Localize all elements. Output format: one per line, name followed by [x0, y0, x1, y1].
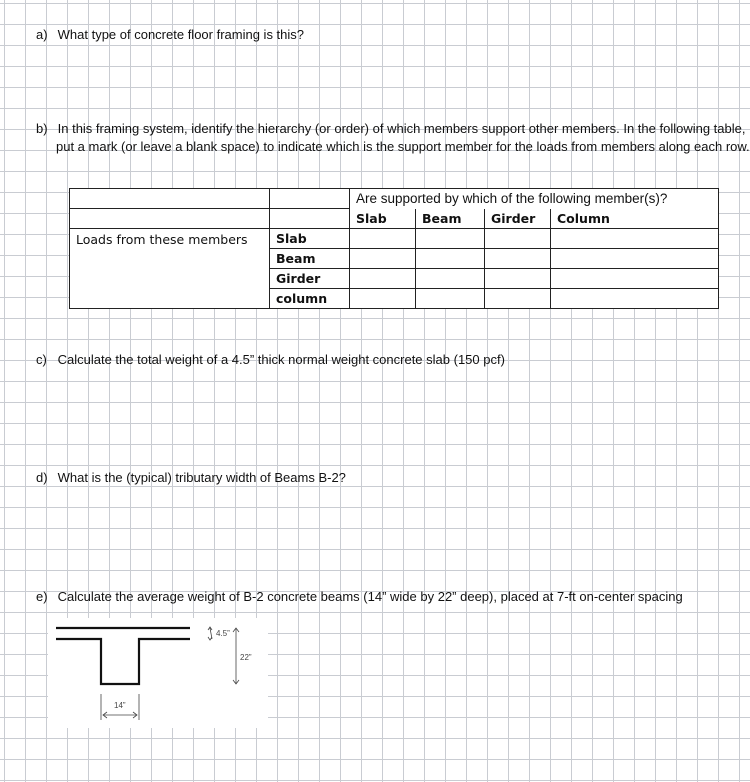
question-c: [36, 351, 505, 369]
mark-cell[interactable]: [485, 229, 551, 249]
mark-cell[interactable]: [350, 249, 416, 269]
mark-cell[interactable]: [485, 289, 551, 309]
column-header-slab: Slab: [350, 209, 416, 229]
question-e-text: Calculate the average weight of B-2 concrete beams (14” wide by 22” deep), placed at 7-ft on-center spacing: [57, 589, 683, 604]
question-d-text: What is the (typical) tributary width of Beams B-2?: [57, 470, 346, 485]
row-label-slab: Slab: [270, 229, 350, 249]
question-a: [36, 26, 304, 44]
mark-cell[interactable]: [350, 289, 416, 309]
question-b-line1: In this framing system, identify the hierarchy (or order) of which members support other members. In the following table,: [57, 121, 746, 136]
question-a-text: What type of concrete floor framing is this?: [57, 27, 305, 42]
question-c-text: Calculate the total weight of a 4.5” thick normal weight concrete slab (150 pcf): [57, 352, 505, 367]
mark-cell[interactable]: [416, 249, 485, 269]
question-d: [36, 469, 346, 487]
row-label-beam: Beam: [270, 249, 350, 269]
mark-cell[interactable]: [551, 269, 719, 289]
table-corner-cell: [270, 189, 350, 209]
support-hierarchy-table: [69, 188, 719, 309]
question-e: [36, 588, 683, 606]
mark-cell[interactable]: [350, 229, 416, 249]
width-label: 14”: [114, 701, 126, 710]
mark-cell[interactable]: [416, 269, 485, 289]
table-corner-cell: [70, 189, 270, 209]
question-d-label: d): [36, 470, 48, 485]
column-header-girder: Girder: [485, 209, 551, 229]
slab-thickness-label: 4.5”: [216, 629, 230, 638]
table-header: Are supported by which of the following member(s)?: [350, 189, 719, 209]
question-c-label: c): [36, 352, 47, 367]
question-b-label: b): [36, 121, 48, 136]
mark-cell[interactable]: [416, 229, 485, 249]
mark-cell[interactable]: [485, 249, 551, 269]
question-b-line2: put a mark (or leave a blank space) to indicate which is the support member for the loads from members along each row.: [56, 139, 750, 154]
mark-cell[interactable]: [416, 289, 485, 309]
table-corner-cell: [270, 209, 350, 229]
mark-cell[interactable]: [350, 269, 416, 289]
depth-label: 22”: [240, 653, 252, 662]
question-a-label: a): [36, 27, 48, 42]
row-label-column: column: [270, 289, 350, 309]
question-e-label: e): [36, 589, 48, 604]
mark-cell[interactable]: [485, 269, 551, 289]
mark-cell[interactable]: [551, 229, 719, 249]
column-header-beam: Beam: [416, 209, 485, 229]
row-group-label: Loads from these members: [70, 229, 270, 309]
question-b: [36, 120, 750, 156]
mark-cell[interactable]: [551, 289, 719, 309]
row-label-girder: Girder: [270, 269, 350, 289]
t-beam-diagram: [48, 618, 268, 728]
mark-cell[interactable]: [551, 249, 719, 269]
column-header-column: Column: [551, 209, 719, 229]
table-corner-cell: [70, 209, 270, 229]
